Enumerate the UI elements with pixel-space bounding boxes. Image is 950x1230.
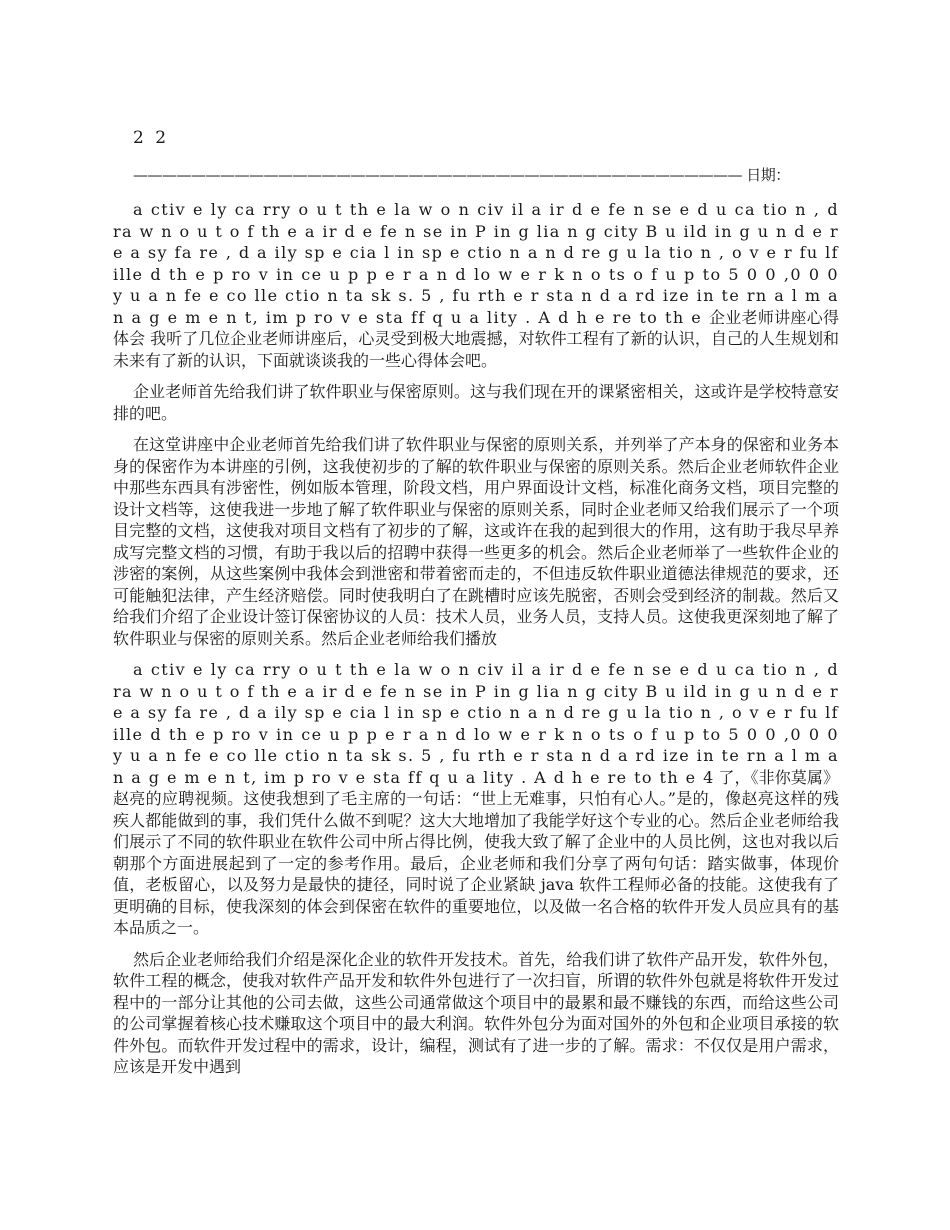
english-filler-text: a ctiv e ly ca rry o u t th e la w o n civ il a ir d e fe n se e d u ca tio n , d ra w n o u t o f th e a ir d e fe n se in P in g lia n g city B u ild in g u n d e r e a sy fa re , d a ily sp e cia l in sp e ctio n a n d re g u la tio n , o v e r fu lfille d th e p ro v in ce u p p e r a n d lo w e r k n o ts o f u p to 5 0 0 ,0 0 0 y u a n fe e co lle ctio n ta sk s. 5 , fu rth e r sta n d a rd ize in te rn a l m a n a g e m e n t, im p ro v e sta ff q u a lity . A d h e re to th e xyxy=(113,660,839,787)
paragraph-1 xyxy=(113,199,839,371)
paragraph-text: 企业老师首先给我们讲了软件职业与保密原则。这与我们现在开的课紧密相关，这或许是学校特意安排的吧。 xyxy=(113,382,839,423)
paragraph-3 xyxy=(113,434,839,649)
paragraph-4 xyxy=(113,659,839,939)
page-number: 2 2 xyxy=(133,128,170,148)
document-body xyxy=(113,199,839,1088)
paragraph-5 xyxy=(113,949,839,1078)
english-filler-text: a ctiv e ly ca rry o u t th e la w o n civ il a ir d e fe n se e d u ca tio n , d ra w n o u t o f th e a ir d e fe n se in P in g lia n g city B u ild in g u n d e r e a sy fa re , d a ily sp e cia l in sp e ctio n a n d re g u la tio n , o v e r fu lfille d th e p ro v in ce u p p e r a n d lo w e r k n o ts o f u p to 5 0 0 ,0 0 0 y u a n fe e co lle ctio n ta sk s. 5 , fu rth e r sta n d a rd ize in te rn a l m a n a g e m e n t, im p ro v e sta ff q u a lity . A d h e re to th e xyxy=(113,200,839,327)
paragraph-2 xyxy=(113,381,839,424)
date-line: —————————————————————————————————————————— 日期： xyxy=(133,166,790,184)
paragraph-text: 在这堂讲座中企业老师首先给我们讲了软件职业与保密的原则关系，并列举了产本身的保密和业务本身的保密作为本讲座的引例，这我使初步的了解的软件职业与保密的原则关系。然后企业老师软件企业中那些东西具有涉密性，例如版本管理，阶段文档，用户界面设计文档，标准化商务文档，项目完整的设计文档等，这使我进一步地了解了软件职业与保密的原则关系，同时企业老师又给我们展示了一个项目完整的文档，这使我对项目文档有了初步的了解，这或许在我的起到很大的作用，这有助于我尽早养成写完整文档的习惯，有助于我以后的招聘中获得一些更多的机会。然后企业老师举了一些软件企业的涉密的案例，从这些案例中我体会到泄密和带着密而走的，不但违反软件职业道德法律规范的要求，还可能触犯法律，产生经济赔偿。同时使我明白了在跳槽时应该先脱密，否则会受到经济的制裁。然后又给我们介绍了企业设计签订保密协议的人员：技术人员，业务人员，支持人员。这使我更深刻地了解了软件职业与保密的原则关系。然后企业老师给我们播放 xyxy=(113,435,839,648)
paragraph-text: 企业老师讲座心得体会 我听了几位企业老师讲座后，心灵受到极大地震撼，对软件工程有了新的认识，自己的人生规划和未来有了新的认识，下面就谈谈我的一些心得体会吧。 xyxy=(113,307,839,370)
paragraph-text: 4 了，《非你莫属》赵亮的应聘视频。这使我想到了毛主席的一句话：“世上无难事，只怕有心人。”是的，像赵亮这样的残疾人都能做到的事，我们凭什么做不到呢？这大大地增加了我能学好这个专业的心。然后企业老师给我们展示了不同的软件职业在软件公司中所占得比例，使我大致了解了企业中的人员比例，这也对我以后朝那个方面进展起到了一定的参考作用。最后，企业老师和我们分享了两句句话：踏实做事，体现价值，老板留心，以及努力是最快的捷径，同时说了企业紧缺 java 软件工程师必备的技能。这使我有了更明确的目标，使我深刻的体会到保密在软件的重要地位，以及做一名合格的软件开发人员应具有的基本品质之一。 xyxy=(113,767,839,937)
paragraph-text: 然后企业老师给我们介绍是深化企业的软件开发技术。首先，给我们讲了软件产品开发，软件外包，软件工程的概念，使我对软件产品开发和软件外包进行了一次扫盲，所谓的软件外包就是将软件开发过程中的一部分让其他的公司去做，这些公司通常做这个项目中的最累和最不赚钱的东西，而给这些公司的公司掌握着核心技术赚取这个项目中的最大利润。软件外包分为面对国外的外包和企业项目承接的软件外包。而软件开发过程中的需求，设计，编程，测试有了进一步的了解。需求：不仅仅是用户需求，应该是开发中遇到 xyxy=(113,949,839,1076)
